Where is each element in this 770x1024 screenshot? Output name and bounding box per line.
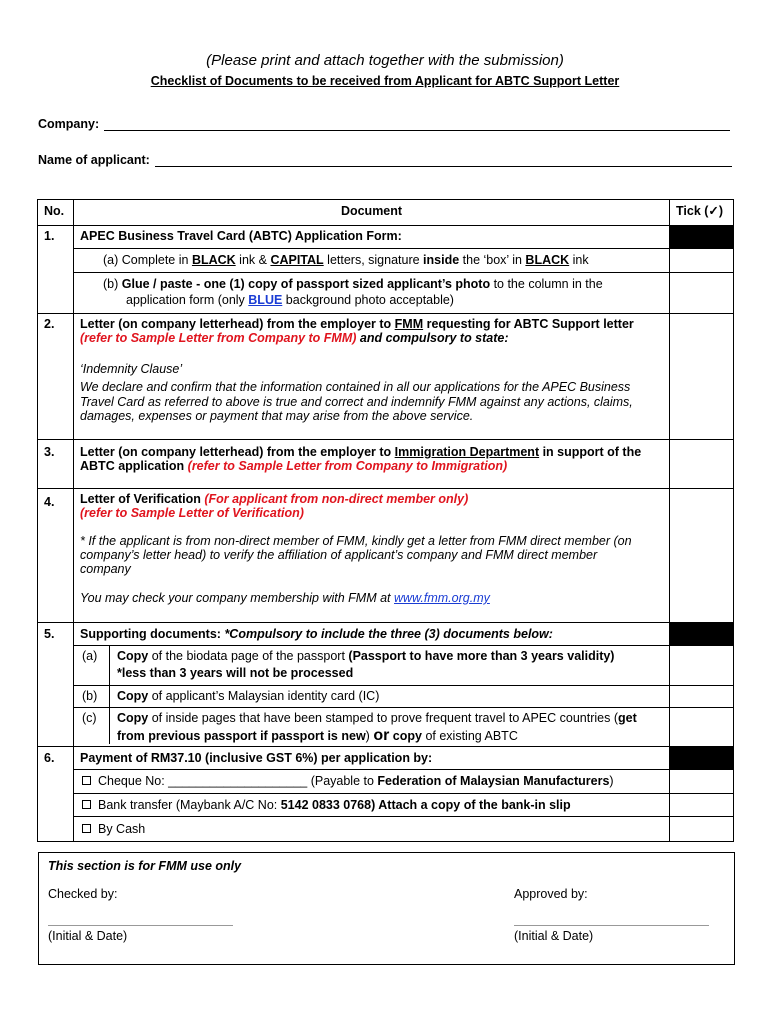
row4-line1: Letter of Verification (For applicant from non-direct member only) bbox=[80, 492, 469, 506]
tick-box[interactable] bbox=[670, 686, 733, 707]
tick-box[interactable] bbox=[670, 489, 733, 622]
checked-by-label: Checked by: bbox=[48, 887, 118, 901]
tick-box[interactable] bbox=[670, 708, 733, 746]
row6-title: Payment of RM37.10 (inclusive GST 6%) per application by: bbox=[80, 751, 433, 765]
table-border bbox=[733, 199, 734, 841]
tick-cell-shaded bbox=[670, 226, 734, 248]
row5-item-c-cont: from previous passport if passport is new) or copy of existing ABTC bbox=[117, 727, 518, 744]
row5-item-c: Copy of inside pages that have been stamped to prove frequent travel to APEC countries (get bbox=[117, 711, 637, 725]
tick-box[interactable] bbox=[670, 817, 733, 841]
initial-date-label: (Initial & Date) bbox=[48, 929, 128, 943]
column-divider bbox=[109, 645, 110, 744]
payment-option-bank: Bank transfer (Maybank A/C No: 5142 0833 0768) Attach a copy of the bank-in slip bbox=[82, 798, 571, 813]
initial-date-label: (Initial & Date) bbox=[514, 929, 594, 943]
row5-c-label: (c) bbox=[82, 711, 97, 725]
row3-line2: ABTC application (refer to Sample Letter from Company to Immigration) bbox=[80, 459, 508, 473]
row-number: 3. bbox=[44, 445, 55, 459]
tick-box[interactable] bbox=[670, 770, 733, 793]
tick-cell-shaded bbox=[670, 623, 734, 645]
row2-line2: (refer to Sample Letter from Company to FMM) and compulsory to state: bbox=[80, 331, 509, 345]
row3-line1: Letter (on company letterhead) from the employer to Immigration Department in support of the bbox=[80, 445, 642, 459]
approved-by-label: Approved by: bbox=[514, 887, 588, 901]
row4-membership-check: You may check your company membership with FMM at www.fmm.org.my bbox=[80, 591, 490, 605]
indemnity-clause-title: ‘Indemnity Clause’ bbox=[80, 362, 183, 376]
fmm-use-section bbox=[38, 852, 735, 965]
tick-box[interactable] bbox=[670, 440, 733, 488]
row5-item-b: Copy of applicant’s Malaysian identity card (IC) bbox=[117, 689, 380, 703]
row4-line2: (refer to Sample Letter of Verification) bbox=[80, 506, 304, 520]
applicant-name-label: Name of applicant: bbox=[38, 153, 150, 167]
applicant-name-field[interactable] bbox=[155, 166, 732, 167]
row5-item-a-note: *less than 3 years will not be processed bbox=[117, 666, 354, 680]
col-header-tick: Tick (✓) bbox=[676, 204, 724, 218]
row-number: 5. bbox=[44, 627, 55, 641]
indemnity-clause-text: Travel Card as referred to above is true and correct and indemnify FMM against any actions, claims, bbox=[80, 395, 633, 409]
row1-title: APEC Business Travel Card (ABTC) Application Form: bbox=[80, 229, 402, 243]
row4-note: company’s letter head) to verify the affiliation of applicant’s company and FMM direct member bbox=[80, 548, 598, 562]
row1-item-b-cont: application form (only BLUE background photo acceptable) bbox=[126, 293, 454, 307]
page-title: Checklist of Documents to be received from Applicant for ABTC Support Letter bbox=[150, 74, 620, 88]
tick-box[interactable] bbox=[670, 646, 733, 685]
checkbox-icon[interactable] bbox=[82, 824, 91, 833]
indemnity-clause-text: We declare and confirm that the information contained in all our applications for the APEC Business bbox=[80, 380, 631, 394]
column-divider bbox=[73, 199, 74, 841]
row-number: 4. bbox=[44, 495, 55, 509]
tick-box[interactable] bbox=[670, 273, 733, 313]
approved-by-signature-line[interactable] bbox=[514, 925, 709, 926]
checked-by-signature-line[interactable] bbox=[48, 925, 233, 926]
indemnity-clause-text: damages, expenses or payment that may arise from the above service. bbox=[80, 409, 474, 423]
payment-option-cash: By Cash bbox=[82, 822, 145, 837]
table-border bbox=[37, 199, 38, 841]
col-header-document: Document bbox=[340, 204, 403, 218]
row-number: 2. bbox=[44, 317, 55, 331]
checkbox-icon[interactable] bbox=[82, 776, 91, 785]
row5-a-label: (a) bbox=[82, 649, 98, 663]
row5-item-a: Copy of the biodata page of the passport (Passport to have more than 3 years validity) bbox=[117, 649, 615, 663]
row-number: 1. bbox=[44, 229, 55, 243]
checkbox-icon[interactable] bbox=[82, 800, 91, 809]
tick-cell-shaded bbox=[670, 747, 734, 769]
tick-box[interactable] bbox=[670, 249, 733, 272]
fmm-section-title: This section is for FMM use only bbox=[48, 859, 242, 873]
tick-box[interactable] bbox=[670, 314, 733, 439]
tick-box[interactable] bbox=[670, 794, 733, 816]
row4-note: company bbox=[80, 562, 131, 576]
row4-note: * If the applicant is from non-direct member of FMM, kindly get a letter from FMM direct member (on bbox=[80, 534, 632, 548]
fmm-website-link[interactable]: www.fmm.org.my bbox=[394, 591, 490, 605]
company-label: Company: bbox=[38, 117, 100, 131]
row1-item-b: (b) Glue / paste - one (1) copy of passport sized applicant’s photo to the column in the bbox=[103, 277, 603, 291]
col-header-no: No. bbox=[44, 204, 65, 218]
company-field[interactable] bbox=[104, 130, 730, 131]
row5-b-label: (b) bbox=[82, 689, 98, 703]
print-note: (Please print and attach together with the submission) bbox=[206, 52, 564, 69]
row-number: 6. bbox=[44, 751, 55, 765]
row2-line1: Letter (on company letterhead) from the employer to FMM requesting for ABTC Support letter bbox=[80, 317, 634, 331]
row1-item-a: (a) Complete in BLACK ink & CAPITAL letters, signature inside the ‘box’ in BLACK ink bbox=[103, 253, 589, 267]
payment-option-cheque: Cheque No: ____________________ (Payable to Federation of Malaysian Manufacturers) bbox=[82, 774, 614, 789]
row5-title: Supporting documents: *Compulsory to include the three (3) documents below: bbox=[80, 627, 553, 641]
